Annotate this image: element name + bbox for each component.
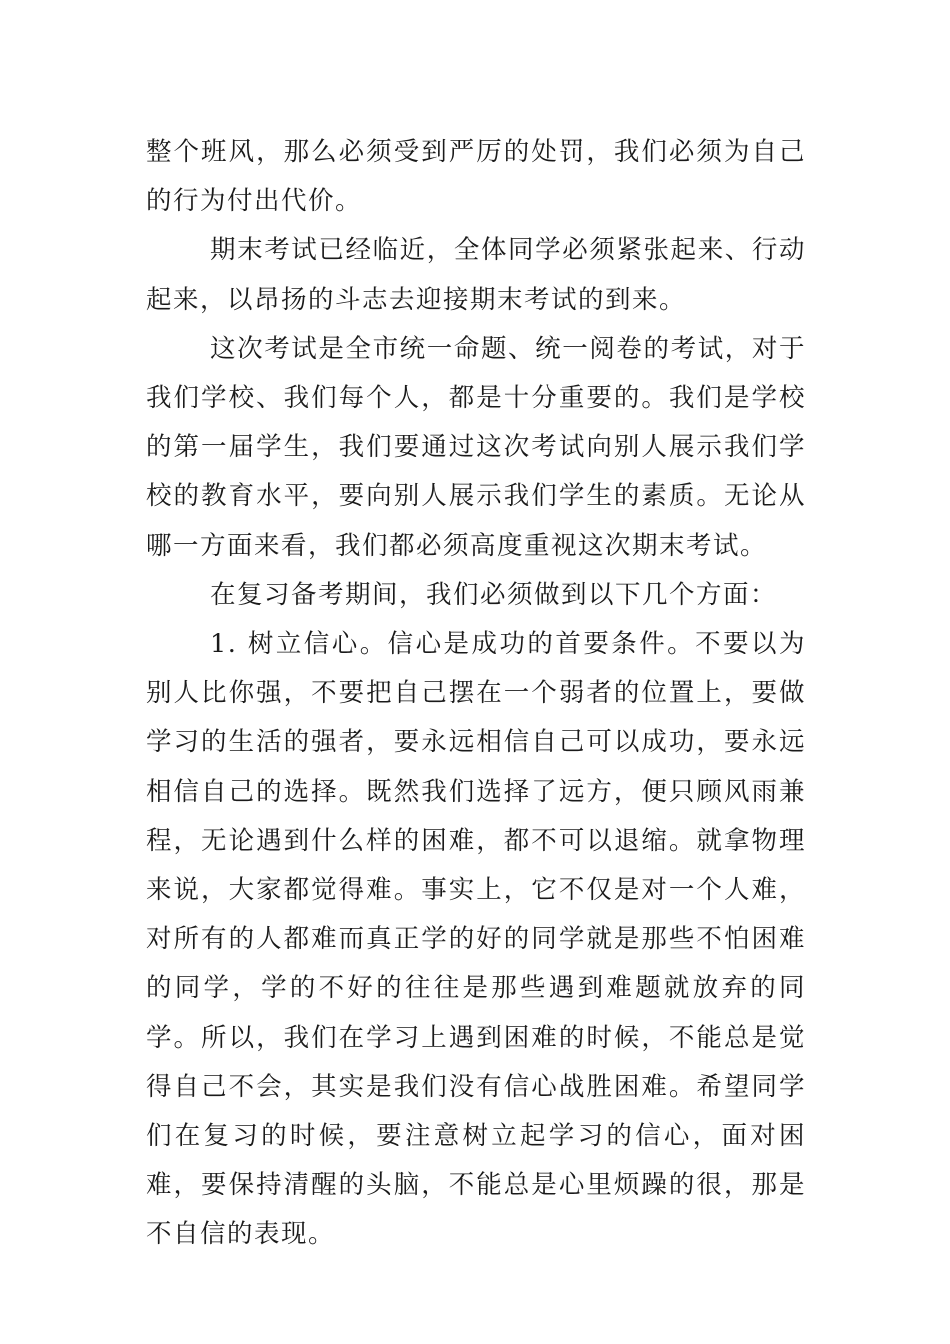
paragraph-4: 在复习备考期间，我们必须做到以下几个方面： [210,579,778,610]
paragraph-3: 这次考试是全市统一命题、统一阅卷的考试，对于我们学校、我们每个人，都是十分重要的。我们是学校的第一届学生，我们要通过这次考试向别人展示我们学校的教育水平，要向别人展示我们学生的素质。无论从哪一方面来看，我们都必须高度重视这次期末考试。 [146,333,806,561]
document-body [146,128,806,1260]
paragraph-5: 1. 树立信心。信心是成功的首要条件。不要以为别人比你强，不要把自己摆在一个弱者的位置上，要做学习的生活的强者，要永远相信自己可以成功，要永远相信自己的选择。既然我们选择了远方，便只顾风雨兼程，无论遇到什么样的困难，都不可以退缩。就拿物理来说，大家都觉得难。事实上，它不仅是对一个人难，对所有的人都难而真正学的好的同学就是那些不怕困难的同学，学的不好的往往是那些遇到难题就放弃的同学。所以，我们在学习上遇到困难的时候，不能总是觉得自己不会，其实是我们没有信心战胜困难。希望同学们在复习的时候，要注意树立起学习的信心，面对困难，要保持清醒的头脑，不能总是心里烦躁的很，那是不自信的表现。 [146,629,806,1250]
paragraph-1: 整个班风，那么必须受到严厉的处罚，我们必须为自己的行为付出代价。 [146,137,806,217]
paragraph-2: 期末考试已经临近，全体同学必须紧张起来、行动起来，以昂扬的斗志去迎接期末考试的到来。 [146,235,806,315]
